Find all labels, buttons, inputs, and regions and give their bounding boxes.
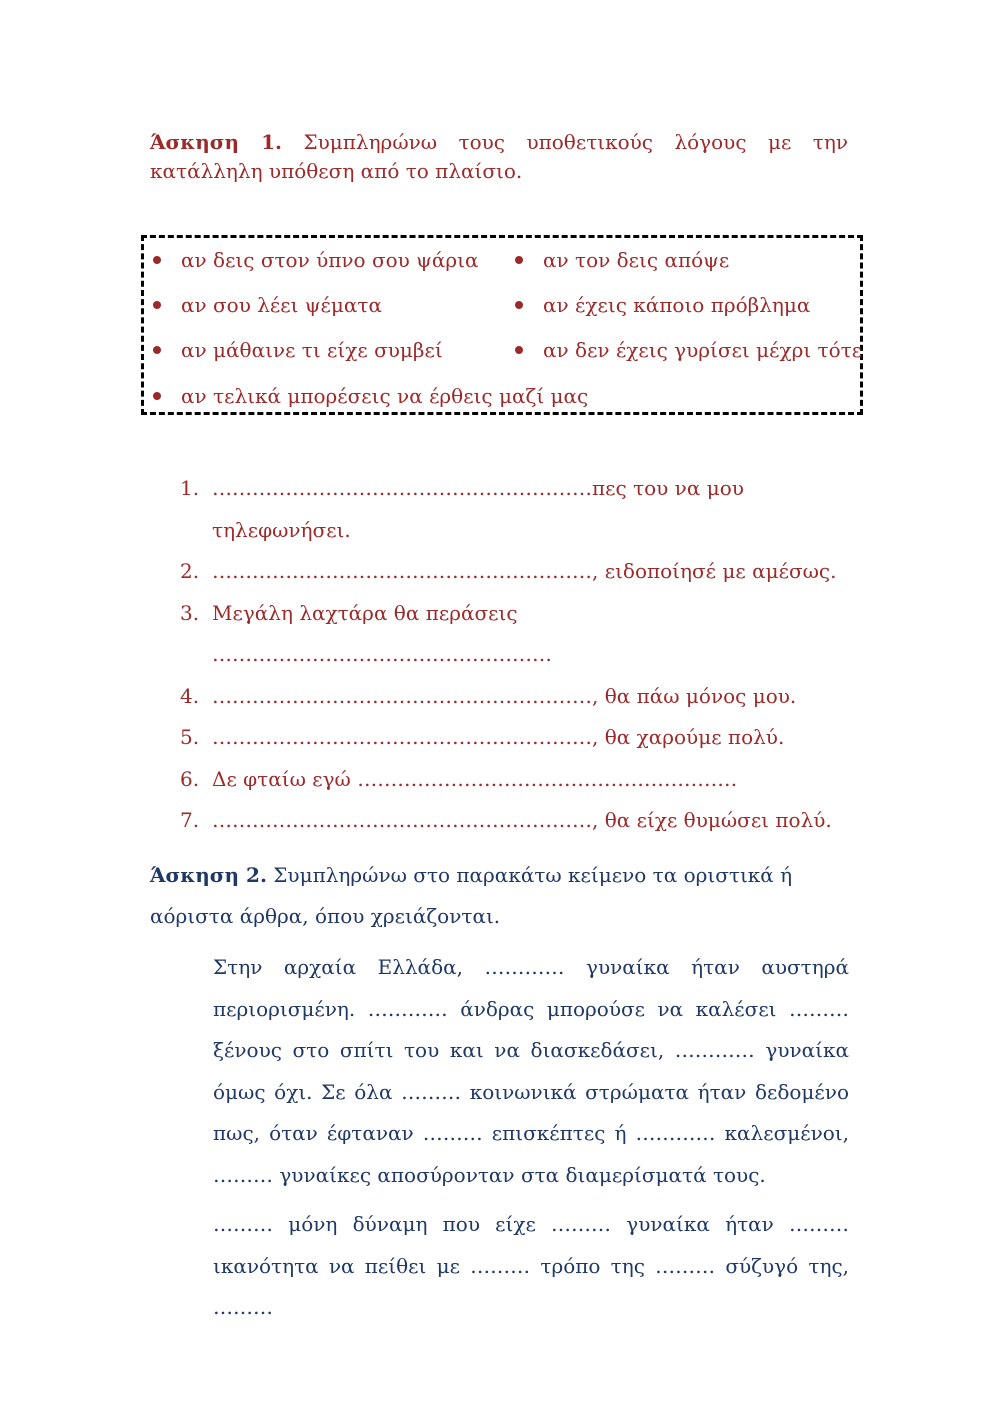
option-text: αν τον δεις απόψε bbox=[543, 248, 730, 272]
item-number: 2. bbox=[180, 559, 200, 583]
exercise-2-instruction bbox=[150, 855, 850, 937]
bullet-icon bbox=[515, 301, 523, 309]
item-number: 7. bbox=[180, 808, 200, 832]
option-text: αν δεν έχεις γυρίσει μέχρι τότε bbox=[543, 338, 863, 362]
option-item bbox=[543, 292, 810, 318]
option-text: αν σου λέει ψέματα bbox=[181, 293, 382, 317]
option-item bbox=[181, 337, 443, 363]
item-number: 5. bbox=[180, 725, 200, 749]
option-item bbox=[181, 292, 382, 318]
item-text: Δε φταίω εγώ ………………………………………………… bbox=[212, 766, 738, 791]
option-text: αν δεις στον ύπνο σου ψάρια bbox=[181, 248, 479, 272]
item-text: …………………………………………………, θα πάω μόνος μου. bbox=[212, 683, 797, 708]
option-text: αν έχεις κάποιο πρόβλημα bbox=[543, 293, 811, 317]
option-text: αν τελικά μπορέσεις να έρθεις μαζί μας bbox=[181, 384, 589, 408]
list-item[interactable] bbox=[180, 676, 860, 718]
list-item[interactable] bbox=[180, 717, 860, 759]
option-item bbox=[543, 247, 729, 273]
exercise-2-paragraph-2[interactable]: ……… μόνη δύναμη που είχε ……… γυναίκα ήταν ……… ικανότητα να πείθει με ……… τρόπο της ……… σύζυγό της, ……… bbox=[213, 1212, 849, 1319]
list-item[interactable] bbox=[180, 593, 860, 676]
exercise-2-paragraph-1[interactable]: Στην αρχαία Ελλάδα, ………… γυναίκα ήταν αυστηρά περιορισμένη. ………… άνδρας μπορούσε να καλέσει ……… ξένους στο σπίτι του και να διασκεδάσει, ………… γυναίκα όμως όχι. Σε όλα ……… κοινωνικά στρώματα ήταν δεδομένο πως, όταν έφταναν ……… επισκέπτες ή ………… καλεσμένοι, ……… γυναίκες αποσύρονταν στα διαμερίσματά τους. bbox=[213, 955, 849, 1187]
item-text: Μεγάλη λαχτάρα θα περάσεις …………………………………………… bbox=[212, 600, 552, 666]
option-text: αν μάθαινε τι είχε συμβεί bbox=[181, 338, 443, 362]
item-text: …………………………………………………πες του να μου τηλεφωνήσει. bbox=[212, 476, 744, 542]
item-number: 1. bbox=[180, 476, 200, 500]
bullet-icon bbox=[515, 256, 523, 264]
list-item[interactable] bbox=[180, 759, 860, 801]
item-number: 3. bbox=[180, 600, 200, 625]
exercise-1-instruction bbox=[150, 128, 848, 186]
bullet-icon bbox=[515, 346, 523, 354]
bullet-icon bbox=[153, 346, 161, 354]
exercise-1-label: Άσκηση 1. bbox=[150, 130, 283, 154]
bullet-icon bbox=[153, 301, 161, 309]
list-item[interactable] bbox=[180, 468, 752, 551]
item-number: 6. bbox=[180, 766, 200, 791]
item-text: …………………………………………………, θα είχε θυμώσει πολύ. bbox=[212, 808, 832, 832]
item-number: 4. bbox=[180, 683, 200, 708]
bullet-icon bbox=[153, 256, 161, 264]
list-item[interactable] bbox=[180, 800, 860, 842]
list-item[interactable] bbox=[180, 551, 860, 593]
option-item bbox=[181, 247, 478, 273]
item-text: …………………………………………………, ειδοποίησέ με αμέσως. bbox=[212, 559, 837, 583]
option-item bbox=[181, 383, 588, 409]
exercise-1-text: Συμπληρώνω τους υποθετικούς λόγους με την κατάλληλη υπόθεση από το πλαίσιο. bbox=[150, 130, 848, 183]
exercise-2-text: Συμπληρώνω στο παρακάτω κείμενο τα οριστικά ή αόριστα άρθρα, όπου χρειάζονται. bbox=[150, 863, 793, 928]
item-text: …………………………………………………, θα χαρούμε πολύ. bbox=[212, 725, 785, 749]
exercise-2-label: Άσκηση 2. bbox=[150, 863, 267, 887]
exercise-1-items bbox=[180, 468, 860, 842]
option-item bbox=[543, 337, 862, 363]
bullet-icon bbox=[153, 392, 161, 400]
